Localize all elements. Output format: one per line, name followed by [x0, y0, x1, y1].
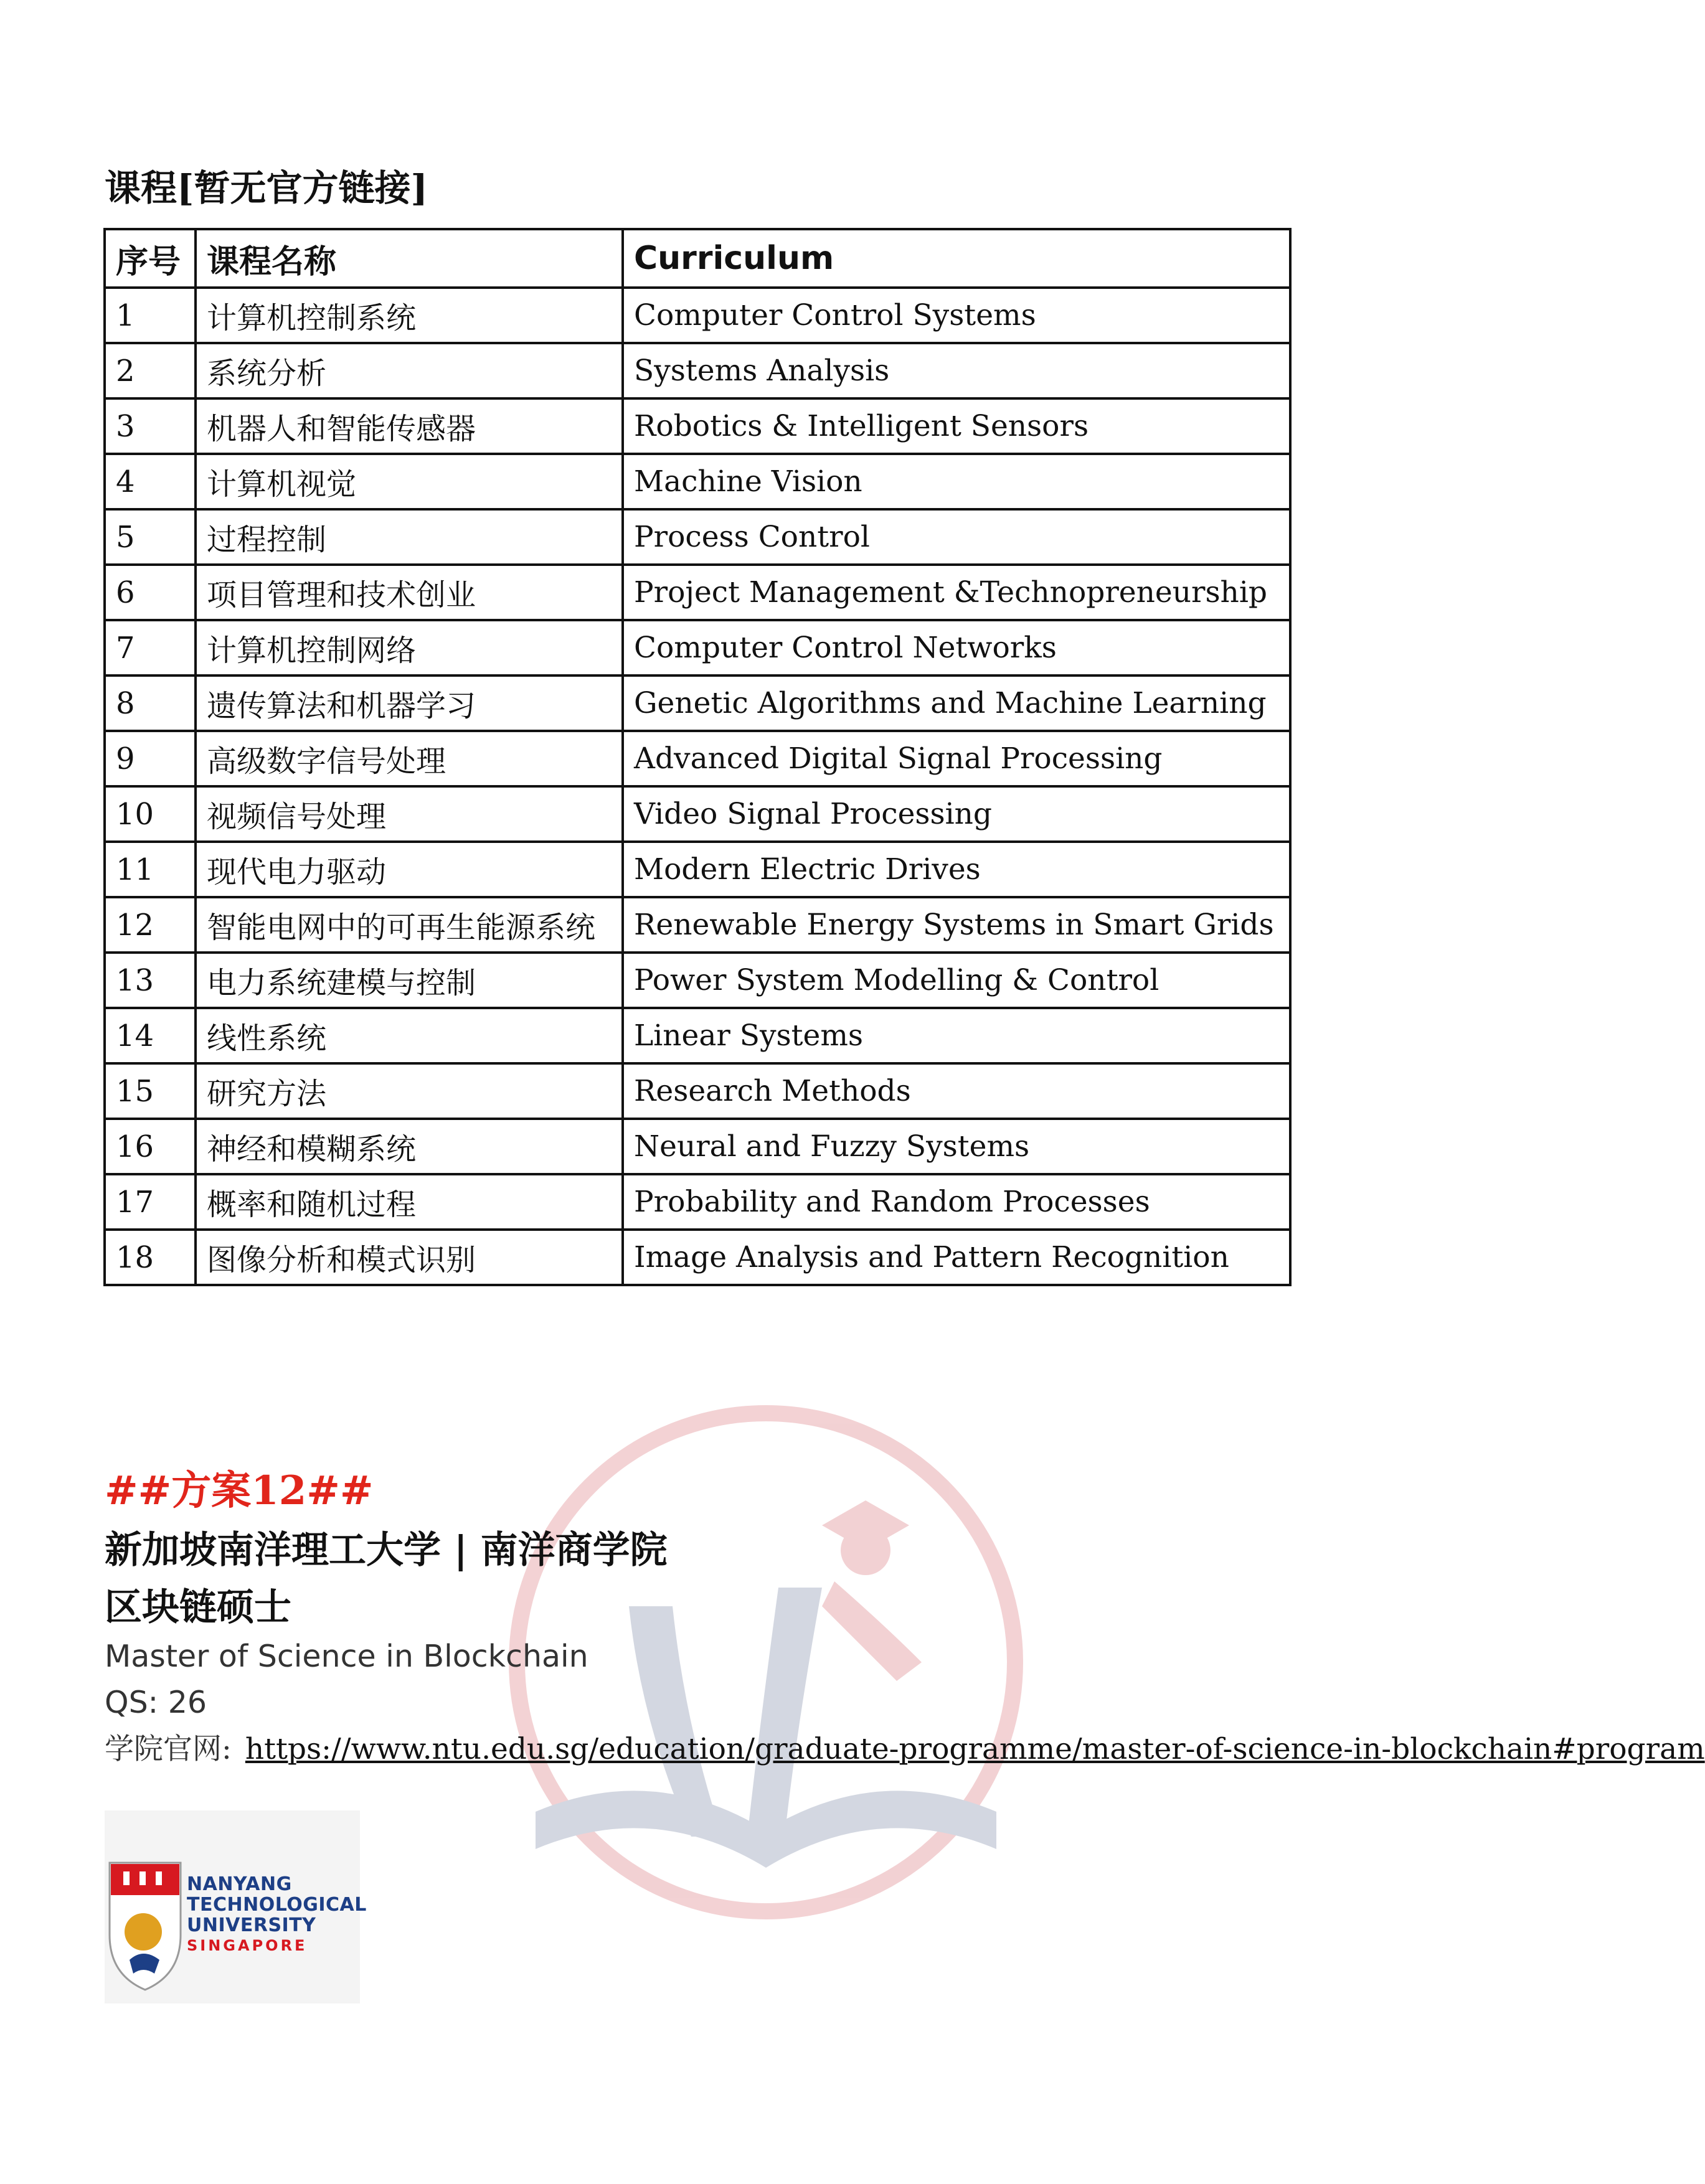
table-row	[105, 675, 1290, 731]
program-name-cn: 区块链硕士	[105, 1586, 291, 1629]
row-course-en: Power System Modelling & Control	[623, 953, 1290, 1008]
website-row	[105, 1726, 1705, 1767]
row-index: 3	[105, 398, 196, 454]
plan-marker: ##方案12##	[105, 1467, 374, 1514]
row-course-cn: 线性系统	[196, 1008, 623, 1063]
row-course-en: Robotics & Intelligent Sensors	[623, 398, 1290, 454]
table-row	[105, 509, 1290, 565]
row-index: 12	[105, 897, 196, 953]
website-link[interactable]: https://www.ntu.edu.sg/education/graduate-programme/master-of-science-in-blockchain#program	[245, 1732, 1705, 1766]
table-row	[105, 1230, 1290, 1285]
university-name: 新加坡南洋理工大学 | 南洋商学院	[105, 1528, 668, 1572]
row-index: 11	[105, 842, 196, 897]
row-index: 16	[105, 1119, 196, 1174]
row-index: 18	[105, 1230, 196, 1285]
row-course-en: Research Methods	[623, 1063, 1290, 1119]
row-index: 2	[105, 343, 196, 398]
row-index: 5	[105, 509, 196, 565]
row-course-en: Linear Systems	[623, 1008, 1290, 1063]
row-index: 13	[105, 953, 196, 1008]
table-row	[105, 786, 1290, 842]
row-course-cn: 机器人和智能传感器	[196, 398, 623, 454]
row-course-en: Machine Vision	[623, 454, 1290, 509]
table-row	[105, 1174, 1290, 1230]
table-row	[105, 565, 1290, 620]
logo-line-1: NANYANG	[187, 1873, 292, 1895]
header-course-name: 课程名称	[196, 229, 623, 288]
header-index: 序号	[105, 229, 196, 288]
row-index: 15	[105, 1063, 196, 1119]
table-row	[105, 897, 1290, 953]
curriculum-table	[103, 228, 1292, 1286]
row-course-cn: 高级数字信号处理	[196, 731, 623, 786]
logo-line-3: UNIVERSITY	[187, 1914, 316, 1936]
table-row	[105, 1063, 1290, 1119]
row-index: 9	[105, 731, 196, 786]
website-label: 学院官网:	[105, 1732, 232, 1766]
row-course-cn: 计算机视觉	[196, 454, 623, 509]
row-course-en: Renewable Energy Systems in Smart Grids	[623, 897, 1290, 953]
row-course-cn: 计算机控制网络	[196, 620, 623, 675]
row-course-cn: 视频信号处理	[196, 786, 623, 842]
ntu-logo	[105, 1810, 367, 2003]
row-course-en: Probability and Random Processes	[623, 1174, 1290, 1230]
row-course-cn: 图像分析和模式识别	[196, 1230, 623, 1285]
row-course-cn: 计算机控制系统	[196, 288, 623, 343]
qs-ranking: QS: 26	[105, 1685, 207, 1720]
row-course-en: Computer Control Networks	[623, 620, 1290, 675]
row-index: 1	[105, 288, 196, 343]
row-course-cn: 过程控制	[196, 509, 623, 565]
row-course-en: Modern Electric Drives	[623, 842, 1290, 897]
row-course-cn: 遗传算法和机器学习	[196, 675, 623, 731]
row-course-cn: 现代电力驱动	[196, 842, 623, 897]
row-index: 8	[105, 675, 196, 731]
row-course-cn: 项目管理和技术创业	[196, 565, 623, 620]
row-course-en: Process Control	[623, 509, 1290, 565]
row-course-en: Project Management &Technopreneurship	[623, 565, 1290, 620]
row-course-cn: 神经和模糊系统	[196, 1119, 623, 1174]
ntu-logo-text	[187, 1874, 367, 1956]
row-course-en: Computer Control Systems	[623, 288, 1290, 343]
row-index: 10	[105, 786, 196, 842]
row-course-en: Image Analysis and Pattern Recognition	[623, 1230, 1290, 1285]
table-row	[105, 454, 1290, 509]
row-index: 4	[105, 454, 196, 509]
row-course-en: Neural and Fuzzy Systems	[623, 1119, 1290, 1174]
table-header-row	[105, 229, 1290, 288]
row-course-en: Genetic Algorithms and Machine Learning	[623, 675, 1290, 731]
table-row	[105, 1008, 1290, 1063]
table-row	[105, 731, 1290, 786]
row-course-cn: 系统分析	[196, 343, 623, 398]
table-row	[105, 620, 1290, 675]
table-row	[105, 288, 1290, 343]
header-curriculum: Curriculum	[623, 229, 1290, 288]
table-row	[105, 842, 1290, 897]
row-course-cn: 智能电网中的可再生能源系统	[196, 897, 623, 953]
row-index: 14	[105, 1008, 196, 1063]
logo-line-2: TECHNOLOGICAL	[187, 1894, 367, 1916]
section-title: 课程[暂无官方链接]	[105, 167, 428, 209]
row-index: 17	[105, 1174, 196, 1230]
row-course-cn: 概率和随机过程	[196, 1174, 623, 1230]
row-course-en: Video Signal Processing	[623, 786, 1290, 842]
logo-line-4: SINGAPORE	[187, 1937, 308, 1954]
row-course-en: Advanced Digital Signal Processing	[623, 731, 1290, 786]
row-course-cn: 研究方法	[196, 1063, 623, 1119]
table-row	[105, 398, 1290, 454]
program-name-en: Master of Science in Blockchain	[105, 1639, 588, 1674]
row-course-cn: 电力系统建模与控制	[196, 953, 623, 1008]
row-index: 7	[105, 620, 196, 675]
table-row	[105, 1119, 1290, 1174]
table-row	[105, 953, 1290, 1008]
table-row	[105, 343, 1290, 398]
row-index: 6	[105, 565, 196, 620]
row-course-en: Systems Analysis	[623, 343, 1290, 398]
